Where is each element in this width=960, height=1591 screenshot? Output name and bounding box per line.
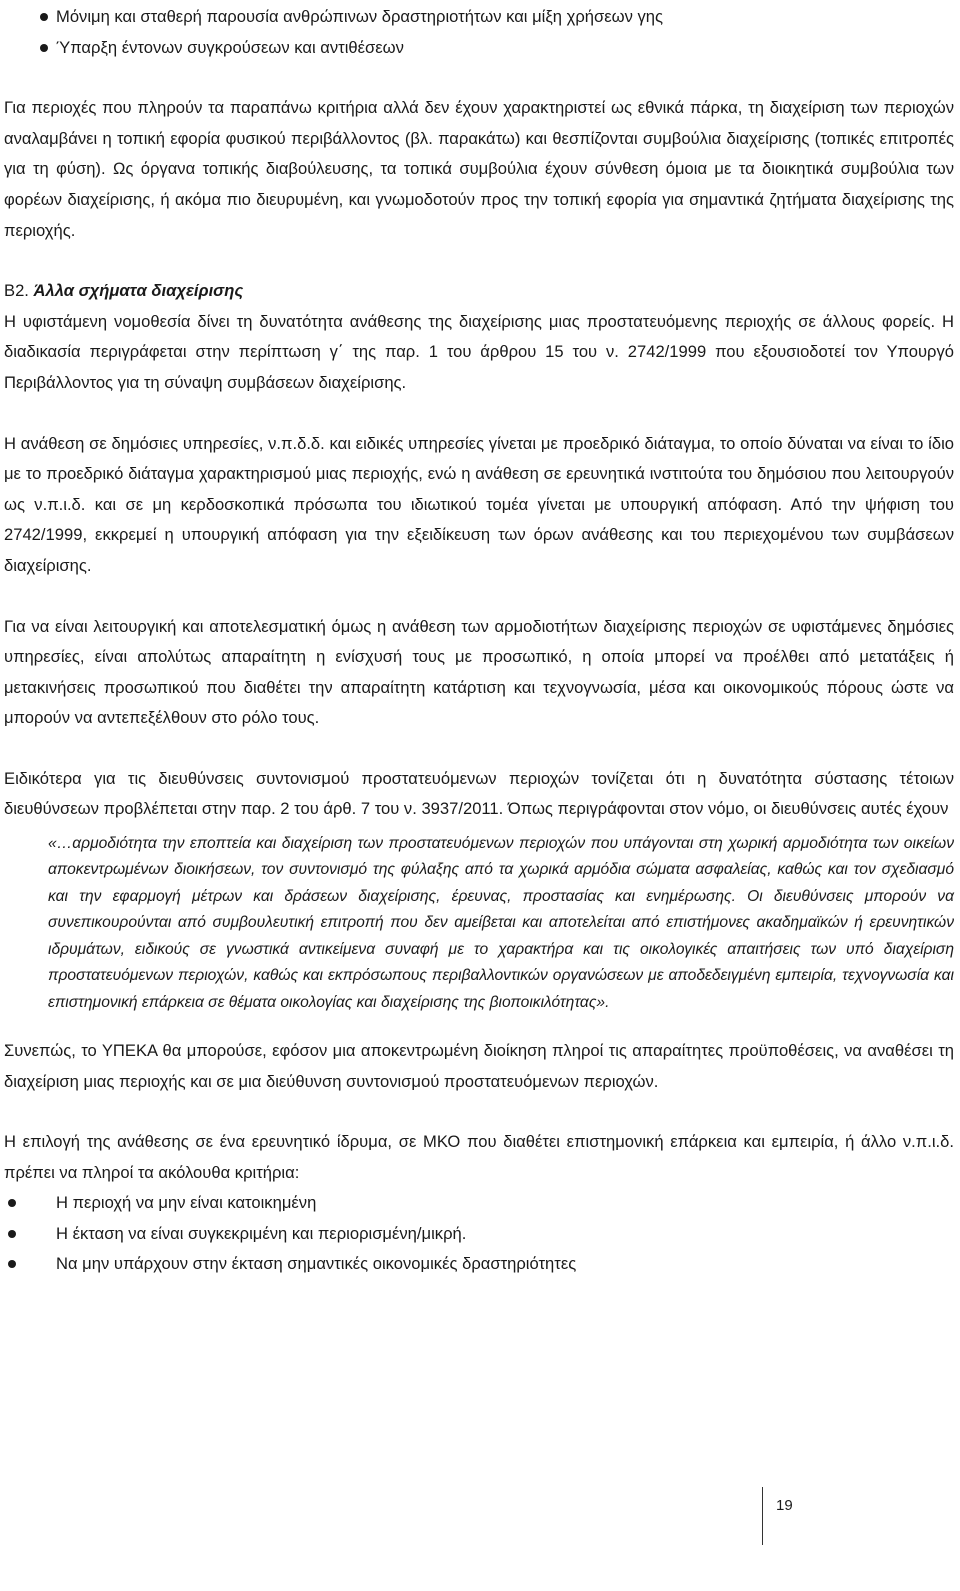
- list-item-text: Ύπαρξη έντονων συγκρούσεων και αντιθέσεων: [56, 37, 404, 57]
- section-heading: [4, 276, 954, 307]
- paragraph-criteria-intro: Η επιλογή της ανάθεσης σε ένα ερευνητικό ίδρυμα, σε ΜΚΟ που διαθέτει επιστημονική επάρκεια και εμπειρία, ή άλλο ν.π.ι.δ. πρέπει να πληροί τα ακόλουθα κριτήρια:: [4, 1132, 954, 1182]
- legal-quote: «…αρμοδιότητα την εποπτεία και διαχείριση των προστατευόμενων περιοχών που υπάγονται στη χωρική αρμοδιότητα των οικείων αποκεντρωμένων διοικήσεων, τον συντονισμό της φύλαξης από τα χωρικά αρμόδια σώματα ασφαλείας, καθώς και τον σχεδιασμό και την εφαρμογή μέτρων και δράσεων διαχείρισης, έρευνας, προστασίας και ενημέρωσης. Οι διευθύνσεις μπορούν να συνεπικουρούνται από συμβουλευτική επιτροπή που δεν αμείβεται και αποτελείται από επιστήμονες ακαδημαϊκών ή ερευνητικών ιδρυμάτων, ειδικούς σε γνωστικά αντικείμενα συναφή με το χαρακτήρα και τις οικολογικές απαιτήσεις των υπό διαχείριση προστατευόμενων περιοχών, καθώς και εκπρόσωπους περιβαλλοντικών οργανώσεων με αποδεδειγμένη εμπειρία, τεχνογνωσία και επιστημονική επάρκεια σε θέματα οικολογίας και διαχείρισης της βιοποικιλότητας».: [48, 835, 954, 1011]
- top-bullet-list: [4, 2, 954, 63]
- list-item-text: Να μην υπάρχουν στην έκταση σημαντικές οικονομικές δραστηριότητες: [56, 1254, 577, 1274]
- footer-divider: [762, 1487, 763, 1545]
- bullet-icon: [8, 1199, 16, 1207]
- list-item: [4, 1249, 954, 1280]
- bullet-icon: [8, 1260, 16, 1268]
- paragraph-legislation: Η υφιστάμενη νομοθεσία δίνει τη δυνατότητα ανάθεσης της διαχείρισης μιας προστατευόμενης περιοχής σε άλλους φορείς. Η διαδικασία περιγράφεται στην περίπτωση γ΄ της παρ. 1 του άρθρου 15 του ν. 2742/1999 που εξουσιοδοτεί τον Υπουργό Περιβάλλοντος για τη σύναψη συμβάσεων διαχείρισης.: [4, 311, 954, 392]
- section-number: Β2.: [4, 281, 29, 301]
- list-item: [4, 1188, 954, 1219]
- list-item-text: Μόνιμη και σταθερή παρουσία ανθρώπινων δραστηριοτήτων και μίξη χρήσεων γης: [56, 7, 664, 26]
- bullet-icon: [40, 44, 48, 52]
- list-item: [4, 1219, 954, 1250]
- paragraph-ypeka: Συνεπώς, το ΥΠΕΚΑ θα μπορούσε, εφόσον μια αποκεντρωμένη διοίκηση πληροί τις απαραίτητες προϋποθέσεις, να αναθέσει τη διαχείριση μιας περιοχής και σε μια διεύθυνση συντονισμού προστατευόμενων περιοχών.: [4, 1040, 954, 1091]
- bullet-icon: [40, 13, 48, 21]
- list-item: [4, 2, 954, 33]
- paragraph-operational: Για να είναι λειτουργική και αποτελεσματική όμως η ανάθεση των αρμοδιοτήτων διαχείρισης περιοχών σε υφιστάμενες δημόσιες υπηρεσίες, είναι απολύτως απαραίτητη η ενίσχυσή τους με προσωπικό, η οποία μπορεί να προέλθει από μετατάξεις ή μετακινήσεις προσωπικού που διαθέτει την απαραίτητη κατάρτιση και τεχνογνωσία, μέσα και οικονομικούς πόρους ώστε να μπορούν να αντεπεξέλθουν στο ρόλο τους.: [4, 616, 954, 728]
- paragraph-coordination: Ειδικότερα για τις διευθύνσεις συντονισμού προστατευόμενων περιοχών τονίζεται ότι η δυνατότητα σύστασης τέτοιων διευθύνσεων προβλέπεται στην παρ. 2 του άρθ. 7 του ν. 3937/2011. Όπως περιγράφονται στον νόμο, οι διευθύνσεις αυτές έχουν: [4, 768, 954, 819]
- paragraph-local-councils: Για περιοχές που πληρούν τα παραπάνω κριτήρια αλλά δεν έχουν χαρακτηριστεί ως εθνικά πάρκα, τη διαχείριση των περιοχών αναλαμβάνει η τοπική εφορία φυσικού περιβάλλοντος (βλ. παρακάτω) και θεσπίζονται συμβούλια διαχείρισης (τοπικές επιτροπές για τη φύση). Ως όργανα τοπικής διαβούλευσης, τα τοπικά συμβούλια έχουν σύνθεση όμοια με τα διοικητικά συμβούλια των φορέων διαχείρισης, ή ακόμα πιο διευρυμένη, και γνωμοδοτούν προς την τοπική εφορία για σημαντικά ζητήματα διαχείρισης της περιοχής.: [4, 98, 954, 240]
- bullet-icon: [8, 1230, 16, 1238]
- list-item-text: Η έκταση να είναι συγκεκριμένη και περιορισμένη/μικρή.: [56, 1223, 467, 1243]
- list-item: [4, 33, 954, 64]
- paragraph-assignment: Η ανάθεση σε δημόσιες υπηρεσίες, ν.π.δ.δ. και ειδικές υπηρεσίες γίνεται με προεδρικό διάταγμα, το οποίο δύναται να είναι το ίδιο με το προεδρικό διάταγμα χαρακτηρισμού μιας περιοχής, ενώ η ανάθεση σε ερευνητικά ινστιτούτα του δημόσιου που λειτουργούν ως ν.π.ι.δ. και σε μη κερδοσκοπικά πρόσωπα του ιδιωτικού τομέα γίνεται με υπουργική απόφαση. Από την ψήφιση του 2742/1999, εκκρεμεί η υπουργική απόφαση για την εξειδίκευση των όρων ανάθεσης και του περιεχομένου των συμβάσεων διαχείρισης.: [4, 433, 954, 575]
- section-title: Άλλα σχήματα διαχείρισης: [33, 281, 244, 301]
- page-content: [4, 2, 954, 1280]
- list-item-text: Η περιοχή να μην είναι κατοικημένη: [56, 1193, 317, 1213]
- page-number: 19: [776, 1497, 793, 1514]
- criteria-list: [4, 1188, 954, 1280]
